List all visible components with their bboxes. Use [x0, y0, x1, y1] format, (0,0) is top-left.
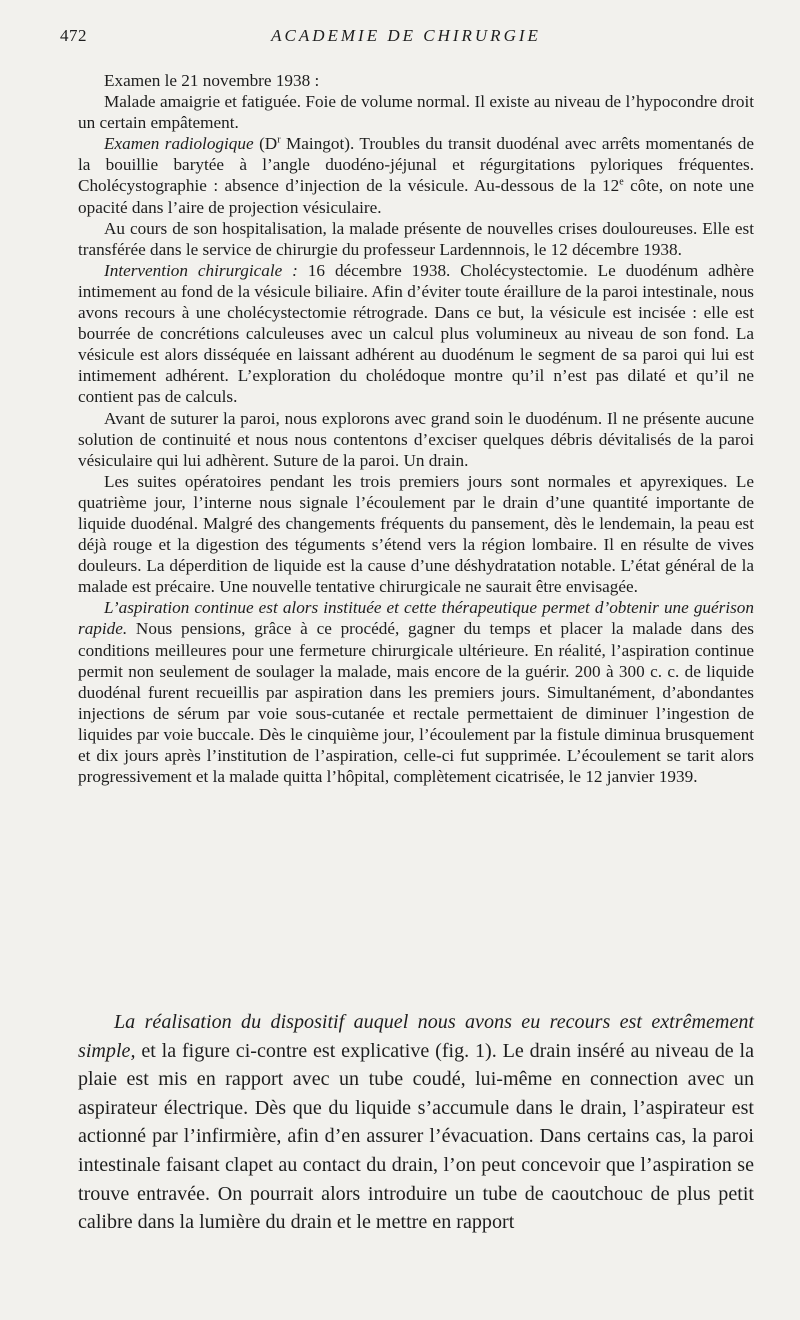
duodenum-exploration-paragraph: Avant de suturer la paroi, nous explorons avec grand soin le duodénum. Il ne présente aucune solution de continuité et nous nous contentons d’exciser quelques débris dévitalisés de la paroi vésiculaire qui lui adhèrent. Suture de la paroi. Un drain. [78, 408, 754, 470]
clinical-exam-paragraph: Malade amaigrie et fatiguée. Foie de volume normal. Il existe au niveau de l’hypocondre droit un certain empâtement. [78, 92, 754, 133]
exam-date-paragraph: Examen le 21 novembre 1938 : [104, 71, 320, 90]
intervention-label: Intervention chirurgicale : [104, 260, 298, 280]
radiology-paragraph: Examen radiologique ($D^r$ Maingot). Troubles du transit duodénal avec arrêts momentanés de la bouillie barytée à l’angle duodéno-jéjunal et régurgitations pyloriques fréquentes. Cholécystographie : absence d’injection de la vésicule. Au-dessous de la 12e côte, on note une opacité dans l’aire de projection vésiculaire. [78, 134, 754, 217]
intervention-paragraph: Intervention chirurgicale : 16 décembre 1938. Cholécystectomie. Le duodénum adhère intimement au fond de la vésicule biliaire. Afin d’éviter toute éraillure de la paroi intestinale, nous avons recours à une cholécystectomie rétrograde. Dans ce but, la vésicule est incisée : elle est bourrée de concrétions calculeuses avec un calcul plus volumineux au niveau de son fond. La vésicule est alors disséquée en laissant adhérent au duodénum le segment de sa paroi qui lui est intimement adhérent. L’exploration du cholédoque montre qu’il n’est pas dilaté et qu’il ne contient pas de calculs. [78, 260, 754, 407]
device-description-paragraph: La réalisation du dispositif auquel nous avons eu recours est extrêmement simple, et la figure ci-contre est explicative (fig. 1). Le drain inséré au niveau de la plaie est mis en rapport avec un tube coudé, lui-même en connection avec un aspirateur électrique. Dès que du liquide s’accumule dans le drain, l’aspirateur est actionné par l’infirmière, afin d’en assurer l’évacuation. Dans certains cas, la paroi intestinale faisant clapet au contact du drain, l’on peut concevoir que l’aspiration se trouve entravée. On pourrait alors introduire un tube de caoutchouc de plus petit calibre dans la lumière du drain et le mettre en rapport [78, 1011, 754, 1234]
hospitalisation-paragraph: Au cours de son hospitalisation, la malade présente de nouvelles crises douloureuses. Elle est transférée dans le service de chirurgie du professeur Lardennnois, le 12 décembre 1938. [78, 218, 754, 259]
page-number: 472 [60, 26, 87, 45]
radiology-label: Examen radiologique [104, 134, 254, 154]
main-text [78, 1008, 754, 1237]
aspiration-statement: L’aspiration continue est alors instituée et cette thérapeutique permet d’obtenir une guérison rapide. [78, 598, 754, 639]
case-report [78, 70, 754, 787]
running-title: ACADEMIE DE CHIRURGIE [271, 26, 541, 45]
device-lead: La réalisation du dispositif auquel nous avons eu recours est extrêmement simple, [78, 1011, 754, 1062]
aspiration-paragraph: L’aspiration continue est alors instituée et cette thérapeutique permet d’obtenir une guérison rapide. Nous pensions, grâce à ce procédé, gagner du temps et placer la malade dans des conditions meilleures pour une fermeture chirurgicale ultérieure. En réalité, l’aspiration continue permit non seulement de soulager la malade, mais encore de la guérir. 200 à 300 c. c. de liquide duodénal furent recueillis par aspiration dans les premiers jours. Simultanément, d’abondantes injections de sérum par voie sous-cutanée et rectale permettaient de diminuer l’ingestion de liquides par voie buccale. Dès le cinquième jour, l’écoulement par la fistule diminua brusquement et dix jours après l’institution de l’aspiration, celle-ci fut supprimée. L’écoulement se tarit alors progressivement et la malade quitta l’hôpital, complètement cicatrisée, le 12 janvier 1939. [78, 598, 754, 787]
page-header [60, 26, 752, 52]
postoperative-paragraph: Les suites opératoires pendant les trois premiers jours sont normales et apyrexiques. Le quatrième jour, l’interne nous signale l’écoulement par le drain d’une quantité importante de liquide duodénal. Malgré des changements fréquents du pansement, dès le lendemain, la peau est déjà rouge et la digestion des téguments s’étend vers la région lombaire. Il en résulte de vives douleurs. La déperdition de liquide est la cause d’une déshydratation notable. L’état général de la malade est précaire. Une nouvelle tentative chirurgicale ne saurait être envisagée. [78, 471, 754, 597]
